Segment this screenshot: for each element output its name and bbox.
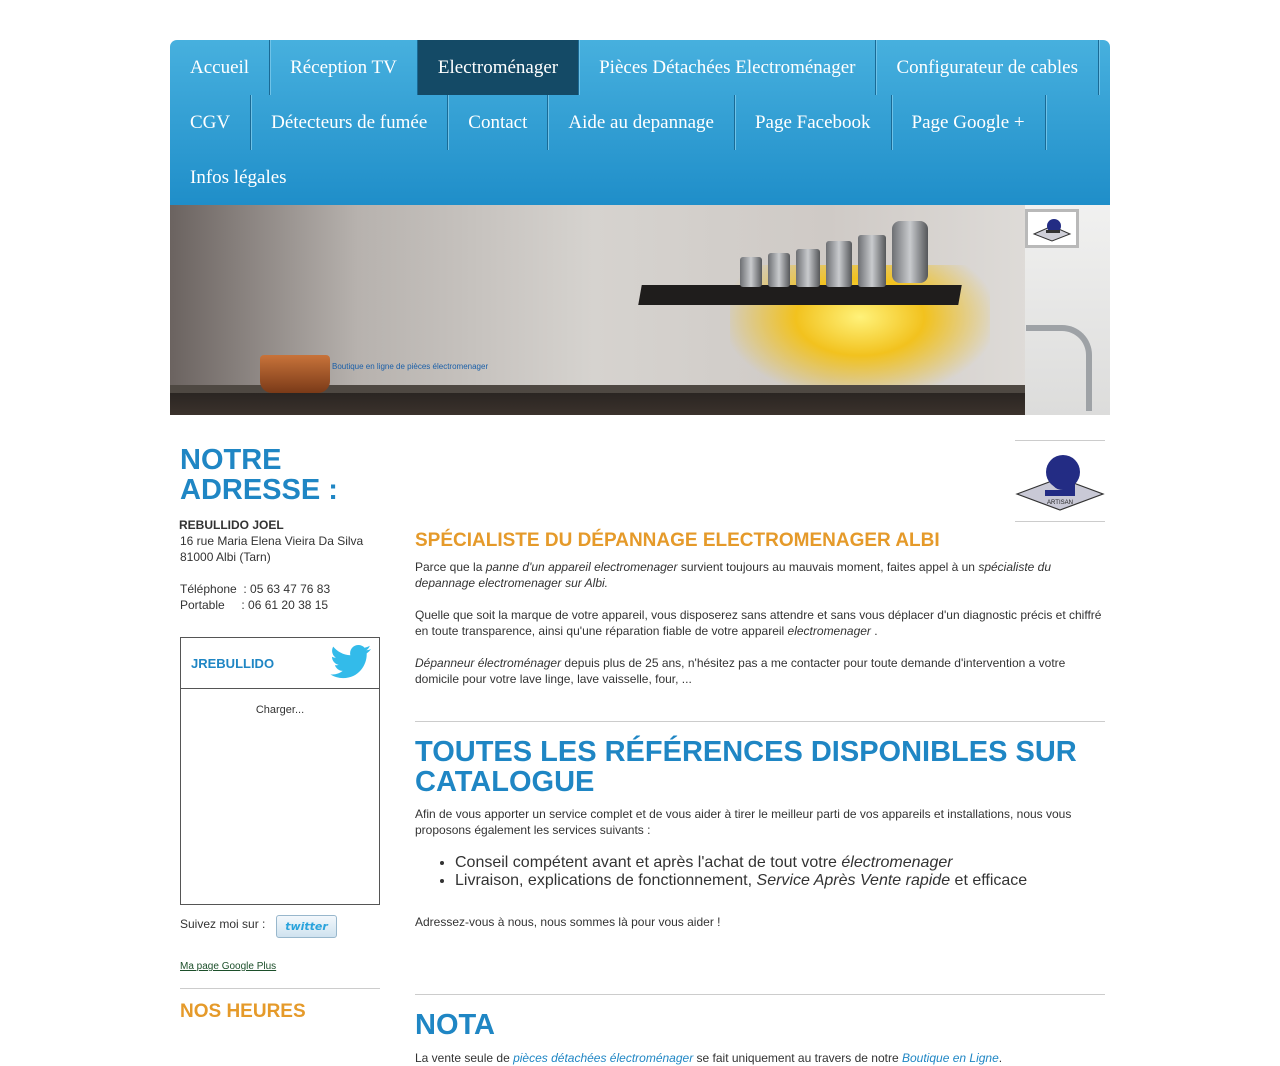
artisan-small-logo[interactable] xyxy=(1025,209,1079,248)
artisan-label: ARTISAN xyxy=(1047,500,1073,506)
nav-item-configurateur-cables[interactable]: Configurateur de cables xyxy=(876,40,1098,95)
content-divider xyxy=(415,721,1105,722)
section-nota xyxy=(415,1010,1105,1066)
banner-faucet xyxy=(1026,325,1092,411)
section1-paragraph-1: Parce que la panne d'un appareil electromenager survient toujours au mauvais moment, faites appel à un spécialiste du depannage electromenager sur Albi. xyxy=(415,560,1052,590)
main-navigation xyxy=(170,40,1110,205)
section3-paragraph: La vente seule de pièces détachées électroménager se fait uniquement au travers de notre Boutique en Ligne. xyxy=(415,1051,1003,1065)
twitter-widget xyxy=(180,637,380,905)
banner-tagline[interactable]: Boutique en ligne de pièces électromenager xyxy=(332,362,489,371)
twitter-handle[interactable]: JREBULLIDO xyxy=(191,656,275,671)
nav-row-2 xyxy=(170,95,1046,150)
hours-title: NOS HEURES xyxy=(180,1001,306,1022)
nav-item-accueil[interactable]: Accueil xyxy=(170,40,270,95)
left-sidebar xyxy=(179,444,380,1022)
boutique-en-ligne-link[interactable]: Boutique en Ligne xyxy=(902,1051,999,1065)
nav-item-page-google-plus[interactable]: Page Google + xyxy=(892,95,1046,150)
banner-pot xyxy=(260,355,330,393)
banner-kettle xyxy=(892,221,928,283)
follow-label: Suivez moi sur : xyxy=(180,917,266,931)
banner-jar xyxy=(796,249,820,287)
section-specialiste xyxy=(415,530,1105,687)
twitter-loading-text: Charger... xyxy=(255,704,305,716)
services-list xyxy=(415,854,1105,890)
list-item: • Conseil compétent avant et après l'achat de tout votre électromenager xyxy=(455,854,1105,872)
section-catalogue xyxy=(415,737,1105,930)
site-container xyxy=(170,40,1110,1065)
twitter-bird-icon xyxy=(329,644,373,680)
banner-shelf xyxy=(638,285,962,305)
nav-item-electromenager[interactable]: Electroménager xyxy=(418,40,579,95)
section3-title: NOTA xyxy=(415,1009,496,1041)
twitter-button-label: twitter xyxy=(285,920,328,933)
section2-outro: Adressez-vous à nous, nous sommes là pour vous aider ! xyxy=(415,915,721,929)
address-phone: Téléphone : 05 63 47 76 83 xyxy=(180,582,331,596)
banner-counter xyxy=(170,393,1110,415)
nav-item-contact[interactable]: Contact xyxy=(448,95,548,150)
section2-intro: Afin de vous apporter un service complet et de vous aider à tirer le meilleur parti de vos appareils et installations, nous vous proposons également les services suivants : xyxy=(415,807,1072,837)
nav-item-reception-tv[interactable]: Réception TV xyxy=(270,40,418,95)
artisan-logo-icon xyxy=(1032,216,1072,242)
banner-jar xyxy=(858,235,886,287)
nav-row-3 xyxy=(170,150,307,205)
content-divider xyxy=(415,994,1105,995)
list-item: • Livraison, explications de fonctionnement, Service Après Vente rapide et efficace xyxy=(455,872,1105,890)
address-city: 81000 Albi (Tarn) xyxy=(180,550,271,564)
section1-paragraph-2: Quelle que soit la marque de votre appareil, vous disposerez sans attendre et sans vous déplacer d'un diagnostic précis et chiffré en toute transparence, ainsi qu'une réparation fiable de votre appareil electromenager . xyxy=(415,608,1102,638)
nav-row-1 xyxy=(170,40,1099,95)
banner-jar xyxy=(740,257,762,287)
header-banner xyxy=(170,205,1110,415)
section1-paragraph-3: Dépanneur électroménager depuis plus de 25 ans, n'hésitez pas a me contacter pour toute demande d'intervention a votre domicile pour votre lave linge, lave vaisselle, four, ... xyxy=(415,656,1066,686)
google-plus-link[interactable]: Ma page Google Plus xyxy=(180,961,277,972)
nav-item-page-facebook[interactable]: Page Facebook xyxy=(735,95,892,150)
nav-item-aide-depannage[interactable]: Aide au depannage xyxy=(548,95,735,150)
artisan-logo xyxy=(1015,440,1105,522)
nav-item-infos-legales[interactable]: Infos légales xyxy=(190,167,287,188)
address-block xyxy=(180,517,380,613)
section1-title: SPÉCIALISTE DU DÉPANNAGE ELECTROMENAGER ALBI xyxy=(415,530,940,551)
banner-jar xyxy=(826,241,852,287)
nav-item-pieces-detachees[interactable]: Pièces Détachées Electroménager xyxy=(579,40,876,95)
banner-jar xyxy=(768,253,790,287)
pieces-detachees-link[interactable]: pièces détachées électroménager xyxy=(513,1051,694,1065)
twitter-widget-header xyxy=(181,638,379,689)
artisan-emblem-icon xyxy=(1015,450,1105,512)
twitter-follow-button[interactable] xyxy=(276,915,337,938)
address-title: NOTRE ADRESSE : xyxy=(180,444,338,506)
nav-item-detecteurs-fumee[interactable]: Détecteurs de fumée xyxy=(251,95,448,150)
section2-title: TOUTES LES RÉFÉRENCES DISPONIBLES SUR CATALOGUE xyxy=(415,736,1077,798)
address-street: 16 rue Maria Elena Vieira Da Silva xyxy=(180,534,364,548)
nav-item-cgv[interactable]: CGV xyxy=(170,95,251,150)
sidebar-divider xyxy=(180,988,380,989)
address-name: REBULLIDO JOEL xyxy=(179,518,284,532)
address-mobile: Portable : 06 61 20 38 15 xyxy=(180,598,329,612)
